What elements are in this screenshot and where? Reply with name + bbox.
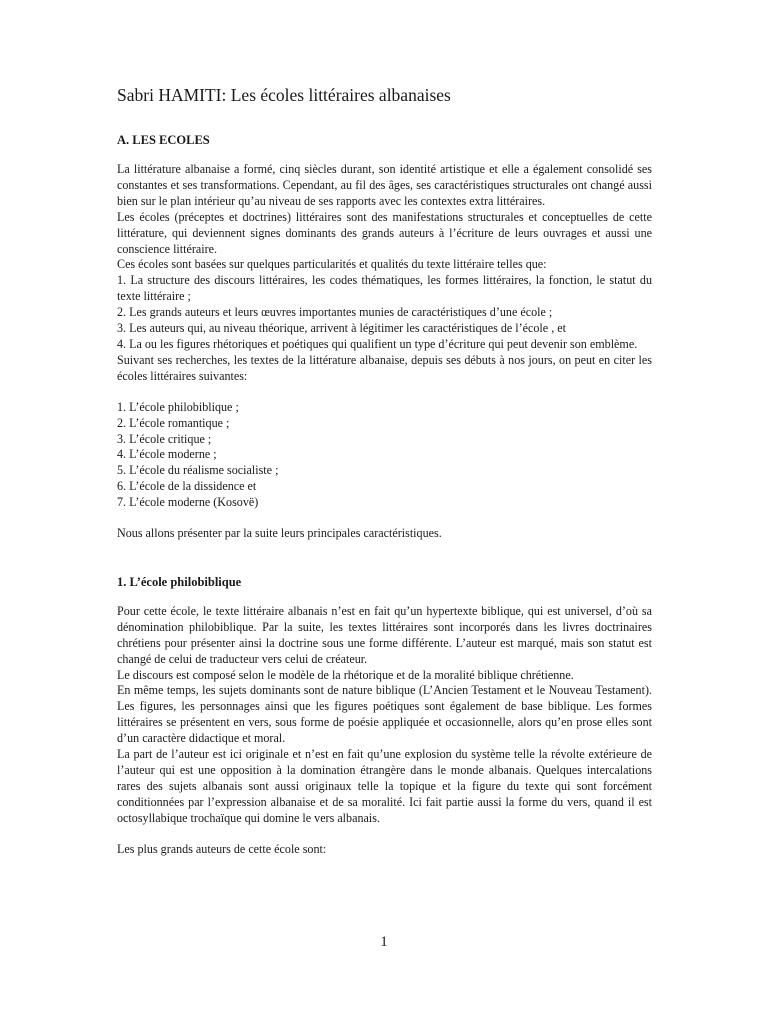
criteria-item: 4. La ou les figures rhétoriques et poétiques qui qualifient un type d’écriture qui peut devenir son emblème. [117,336,638,351]
section-a-closing: Nous allons présenter par la suite leurs principales caractéristiques. [117,526,442,541]
section-1-paragraph: En même temps, les sujets dominants sont de nature biblique (L’Ancien Testament et le Nouveau Testament). Les figures, les personnages ainsi que les figures poétiques sont également de base biblique. Les formes littéraires se présentent en vers, sous forme de poésie appliquée et occasionnelle, alors qu’en prose elles sont d’un caractère didactique et moral. [117,683,652,746]
list-item: 1. L’école philobiblique ; [117,399,239,414]
section-1-paragraph: La part de l’auteur est ici originale et n’est en fait qu’une explosion du système telle la révolte extérieure de l’auteur qui est une opposition à la domination étrangère dans le monde albanais. Quelques intercalations rares des sujets albanais sont aussi originaux telle la topique et la figure du texte qui sont forcément conditionnées par l’expression albanaise et de sa moralité. Ici fait partie aussi la forme du vers, quand il est octosyllabique trochaïque qui domine le vers albanais. [117,747,652,825]
list-item: 4. L’école moderne ; [117,447,217,462]
page-number: 1 [380,934,388,950]
section-1-closing: Les plus grands auteurs de cette école sont: [117,841,327,856]
schools-list [117,400,652,511]
criteria-item: 3. Les auteurs qui, au niveau théorique, arrivent à légitimer les caractéristiques de l’école , et [117,321,566,336]
section-a-heading: A. LES ECOLES [117,133,210,147]
section-1-heading: 1. L’école philobiblique [117,574,242,589]
page-content [117,84,652,858]
list-item: 3. L’école critique ; [117,431,212,446]
document-title: Sabri HAMITI: Les écoles littéraires albanaises [117,85,451,105]
list-item: 5. L’école du réalisme socialiste ; [117,463,279,478]
section-a-paragraph: Ces écoles sont basées sur quelques particularités et qualités du texte littéraire telles que: [117,257,547,272]
list-item: 7. L’école moderne (Kosovë) [117,495,259,510]
section-1-paragraph: Le discours est composé selon le modèle de la rhétorique et de la moralité biblique chrétienne. [117,667,574,682]
criteria-item: 2. Les grands auteurs et leurs œuvres importantes munies de caractéristiques d’une école ; [117,305,553,320]
section-a-paragraph: La littérature albanaise a formé, cinq siècles durant, son identité artistique et elle a également consolidé ses constantes et ses transformations. Cependant, au fil des âges, ses caractéristiques structurales ont changé aussi bien sur le plan intérieur qu’au niveau de ses rapports avec les contextes extra littéraires. [117,162,652,208]
list-item: 2. L’école romantique ; [117,415,230,430]
criteria-item: 1. La structure des discours littéraires, les codes thématiques, les formes littéraires, la fonction, le statut du texte littéraire ; [117,273,652,304]
section-1-paragraph: Pour cette école, le texte littéraire albanais n’est en fait qu’un hypertexte biblique, qui est universel, d’où sa dénomination philobiblique. Par la suite, les textes littéraires sont incorporés dans les livres doctrinaires chrétiens pour présenter ainsi la doctrine sous une forme différente. L’auteur est marqué, mais son statut est changé de celui de traducteur vers celui de créateur. [117,603,652,666]
list-item: 6. L’école de la dissidence et [117,479,257,494]
section-a-paragraph: Les écoles (préceptes et doctrines) littéraires sont des manifestations structurales et conceptuelles de cette littérature, qui deviennent signes dominants des grands auteurs à l’écriture de leurs ouvrages et aussi une conscience littéraire. [117,209,652,256]
section-a-paragraph: Suivant ses recherches, les textes de la littérature albanaise, depuis ses débuts à nos jours, on peut en citer les écoles littéraires suivantes: [117,352,652,383]
